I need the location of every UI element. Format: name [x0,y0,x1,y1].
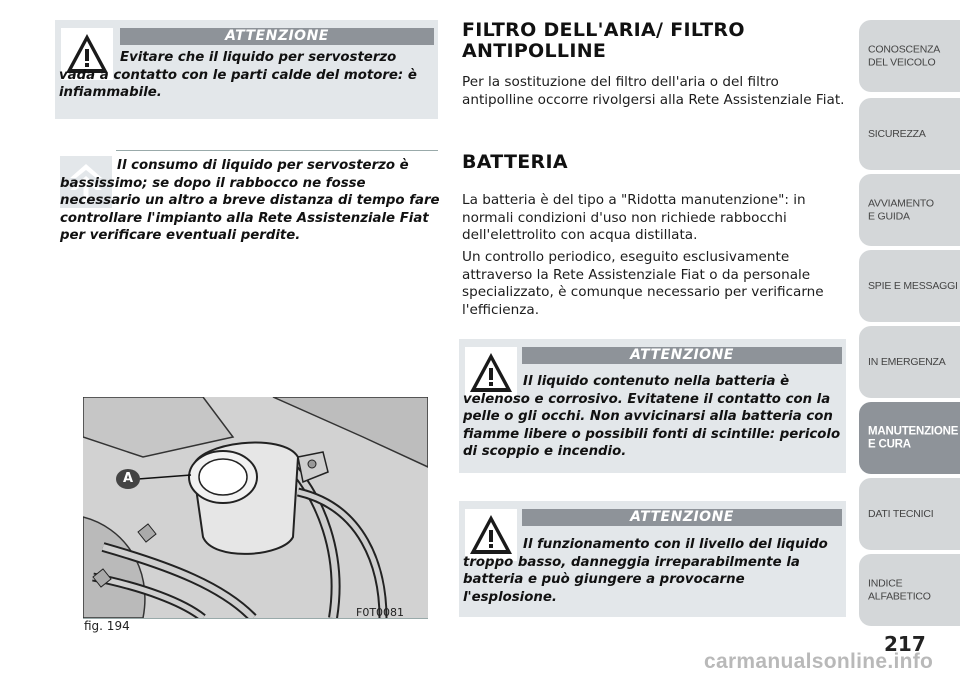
warning-box-battery-fluid [459,339,846,473]
callout-a: A [116,469,140,489]
warning-header: ATTENZIONE [120,28,434,45]
figure-code: F0T0081 [356,606,405,619]
tab-label: SPIE E MESSAGGI [868,279,958,292]
warning-text: Il liquido contenuto nella batteria è velenoso e corrosivo. Evitatene il contatto con la pelle o gli occhi. Non avvicinarsi alla batteria con fiamme libere o possibili fonti di scintille: pericolo di scoppio e incendio. [463,374,841,459]
warning-text: Il funzionamento con il livello del liquido troppo basso, danneggia irreparabilmente la batteria e può giungere a provocarne l'esplosione. [463,537,828,605]
tab-avviamento[interactable] [859,174,960,246]
tab-spie[interactable] [859,250,960,322]
tab-label: MANUTENZIONE E CURA [868,425,959,450]
tab-sicurezza[interactable] [859,98,960,170]
tab-manutenzione[interactable] [859,402,960,474]
tab-label: CONOSCENZA DEL VEICOLO [868,43,940,68]
batteria-para-1: La batteria è del tipo a "Ridotta manutenzione": in normali condizioni d'uso non richiede rabbocchi dell'elettrolito con acqua distillata. [462,192,806,244]
warning-text: Evitare che il liquido per servosterzo vada a contatto con le parti calde del motore: è infiammabile. [59,50,417,100]
note-text: Il consumo di liquido per servosterzo è bassissimo; se dopo il rabbocco ne fosse necessario un altro a breve distanza di tempo fare controllare l'impianto alla Rete Assistenziale Fiat per verificare eventuali perdite. [60,158,440,243]
tab-label: INDICE ALFABETICO [868,577,931,602]
heading-batteria: BATTERIA [462,151,568,173]
filtro-text: Per la sostituzione del filtro dell'aria o del filtro antipolline occorre rivolgersi alla Rete Assistenziale Fiat. [462,74,845,108]
tab-emergenza[interactable] [859,326,960,398]
figure-caption: fig. 194 [84,619,130,633]
tab-label: DATI TECNICI [868,507,934,520]
warning-box-fluid [55,20,438,119]
tab-label: SICUREZZA [868,127,926,140]
batteria-para-2: Un controllo periodico, eseguito esclusivamente attraverso la Rete Assistenziale Fiat o da personale specializzato, è comunque necessario per verificarne l'efficienza. [462,249,824,318]
tab-label: AVVIAMENTO E GUIDA [868,197,934,222]
watermark: carmanualsonline.info [704,650,934,673]
page-number: 217 [884,632,926,656]
tab-conoscenza[interactable] [859,20,960,92]
figure-engine-reservoir [83,397,428,618]
warning-box-battery-level [459,501,846,617]
tab-dati-tecnici[interactable] [859,478,960,550]
warning-header: ATTENZIONE [522,509,842,526]
tab-label: IN EMERGENZA [868,355,946,368]
tab-indice[interactable] [859,554,960,626]
heading-filtro: FILTRO DELL'ARIA/ FILTRO ANTIPOLLINE [462,19,745,62]
warning-header: ATTENZIONE [522,347,842,364]
note-rule [116,150,438,151]
